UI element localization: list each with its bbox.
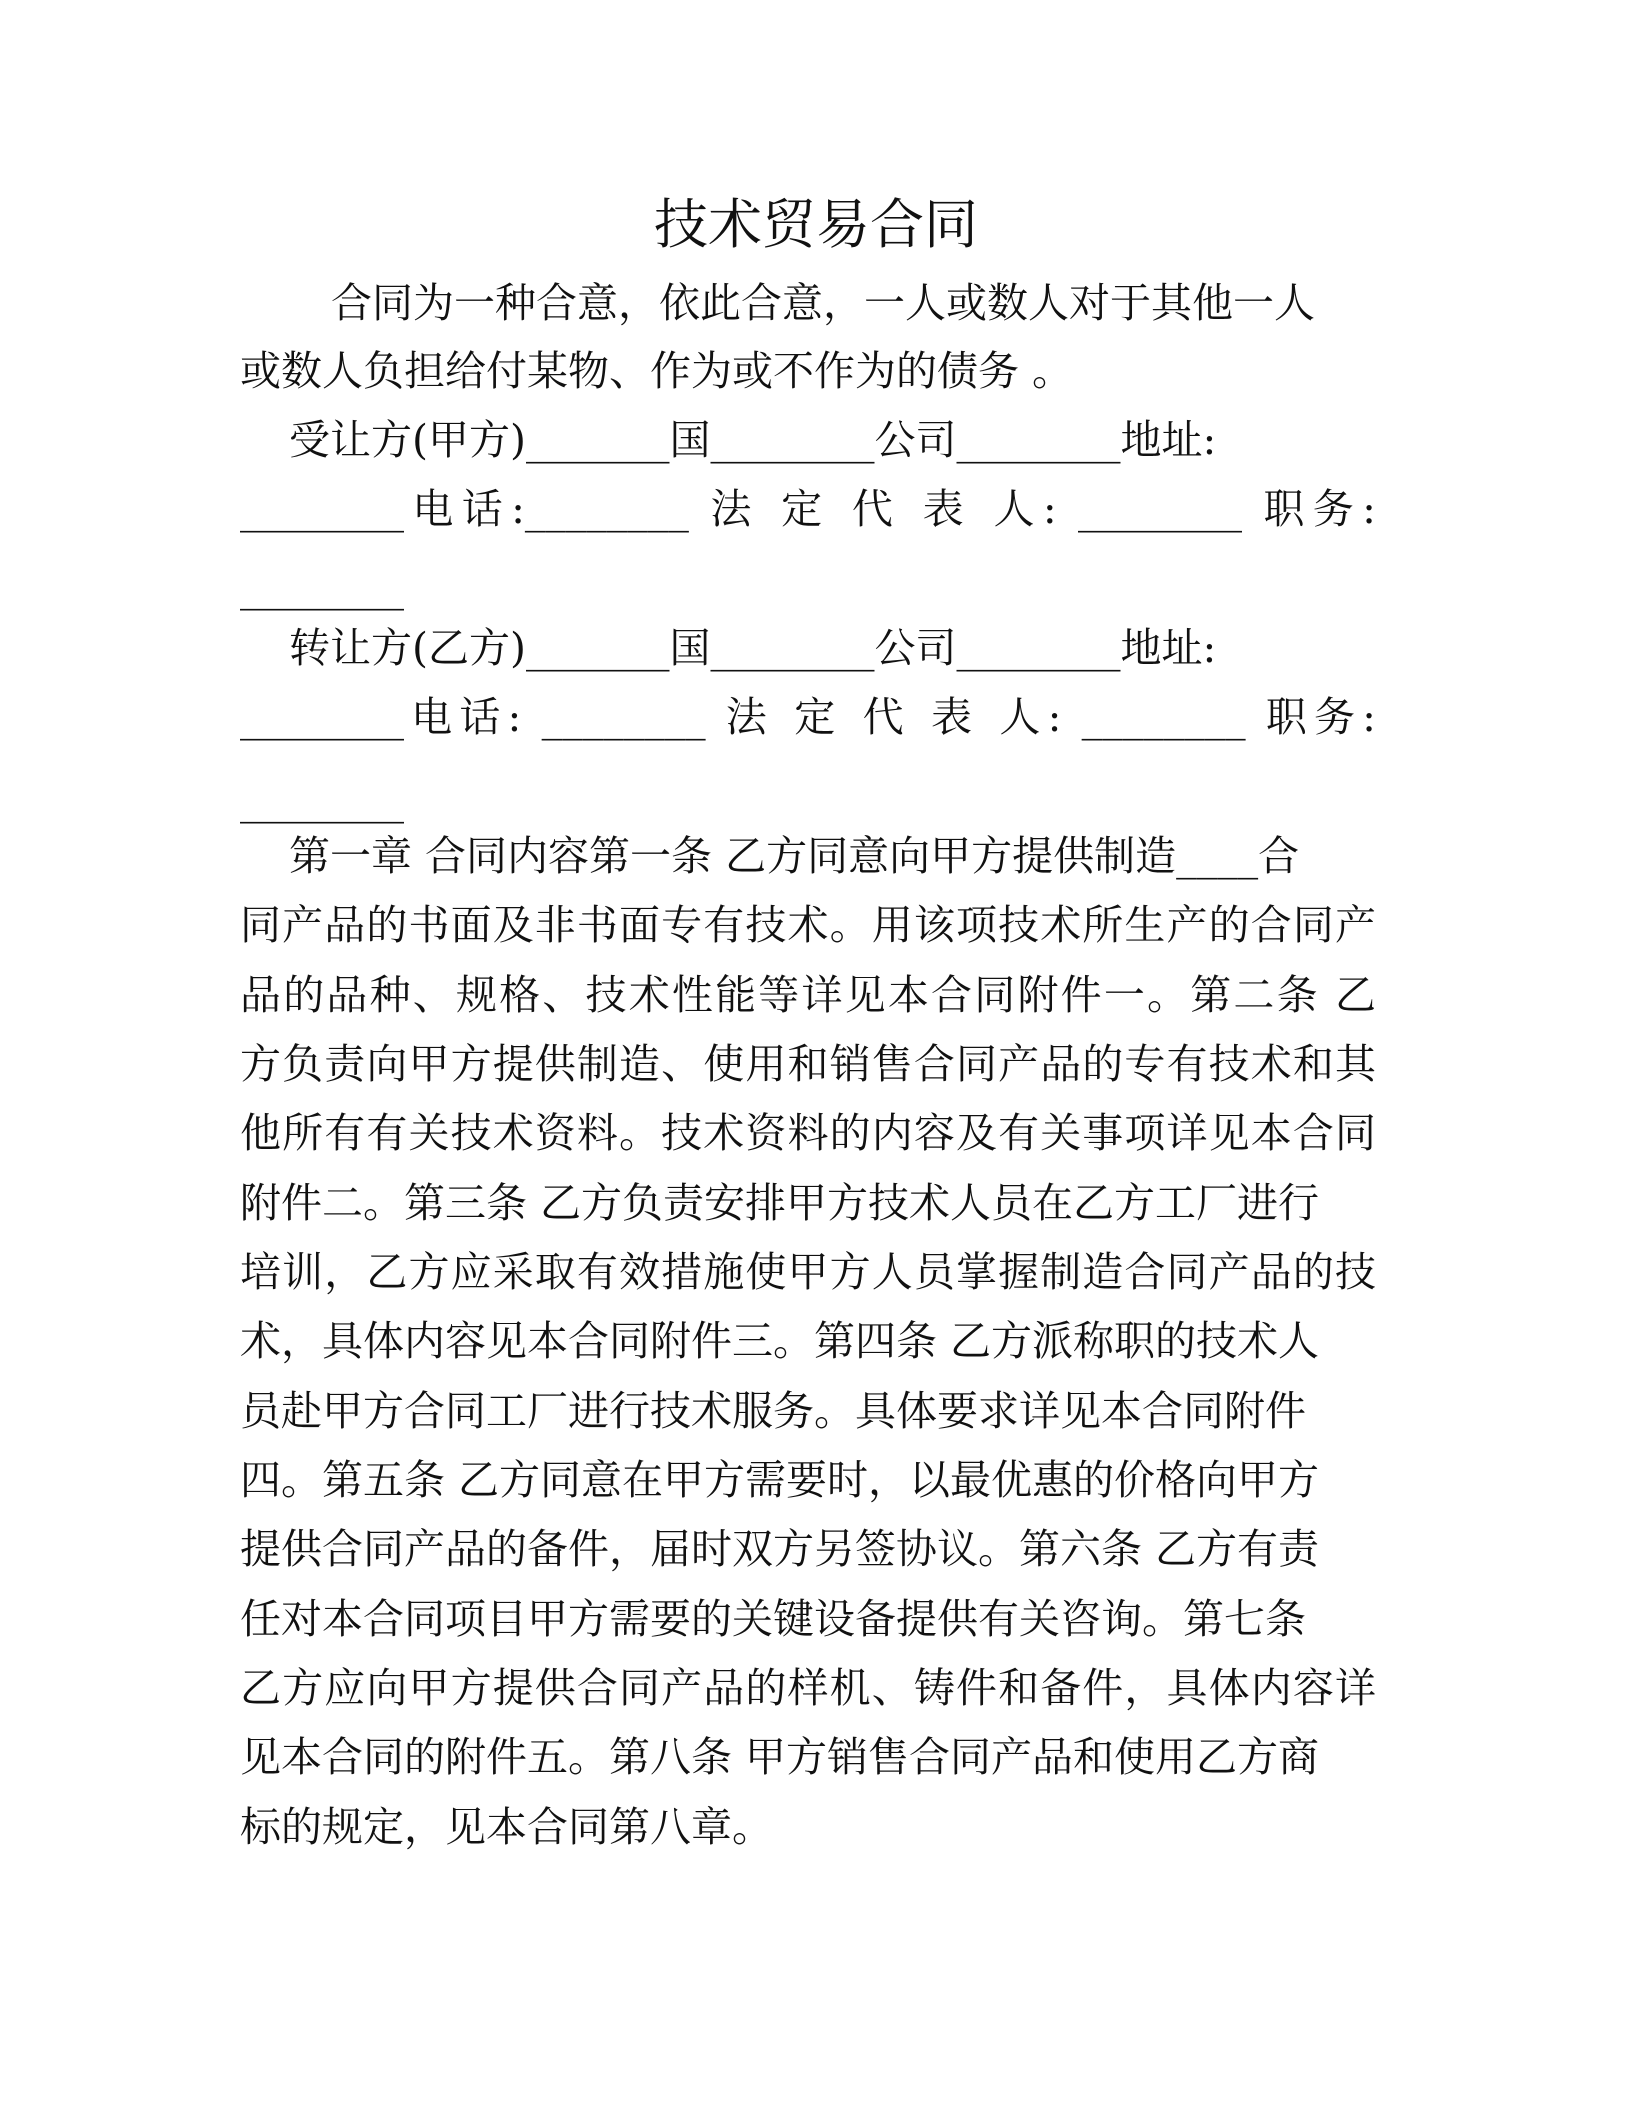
chapter-line: 乙方应向甲方提供合同产品的样机、铸件和备件，具体内容详 [240, 1664, 1376, 1712]
intro-line: 合同为一种合意，依此合意，一人或数人对于其他一人 [331, 279, 1315, 327]
chapter-line: 任对本合同项目甲方需要的关键设备提供有关咨询。第七条 [240, 1595, 1306, 1643]
chapter-line: 附件二。第三条 乙方负责安排甲方技术人员在乙方工厂进行 [240, 1179, 1320, 1227]
chapter-line: 第一章 合同内容第一条 乙方同意向甲方提供制造____合 [289, 832, 1300, 880]
chapter-line: 品的品种、规格、技术性能等详见本合同附件一。第二条 乙 [240, 971, 1376, 1019]
chapter-line: 术，具体内容见本合同附件三。第四条 乙方派称职的技术人 [240, 1317, 1320, 1365]
party-a-line: 受让方(甲方)_______国________公司________地址: [289, 416, 1217, 464]
party-b-line: ________电话: ________ 法 定 代 表 人: ________ 职务: [240, 693, 1376, 741]
party-a-line: ________电话:________ 法 定 代 表 人: ________ 职务: [240, 485, 1376, 533]
chapter-line: 提供合同产品的备件，届时双方另签协议。第六条 乙方有责 [240, 1525, 1320, 1573]
party-b-line: 转让方(乙方)_______国________公司________地址: [289, 624, 1217, 672]
chapter-line: 四。第五条 乙方同意在甲方需要时，以最优惠的价格向甲方 [240, 1456, 1320, 1504]
chapter-line: 培训，乙方应采取有效措施使甲方人员掌握制造合同产品的技 [240, 1248, 1376, 1296]
chapter-line: 员赴甲方合同工厂进行技术服务。具体要求详见本合同附件 [240, 1387, 1306, 1435]
chapter-line: 他所有有关技术资料。技术资料的内容及有关事项详见本合同 [240, 1109, 1376, 1157]
document-title: 技术贸易合同 [654, 193, 978, 256]
party-a-line: ________ [240, 563, 404, 611]
chapter-line: 同产品的书面及非书面专有技术。用该项技术所生产的合同产 [240, 901, 1376, 949]
chapter-line: 标的规定，见本合同第八章。 [240, 1803, 773, 1851]
chapter-line: 方负责向甲方提供制造、使用和销售合同产品的专有技术和其 [240, 1040, 1376, 1088]
party-b-line: ________ [240, 776, 404, 824]
chapter-line: 见本合同的附件五。第八条 甲方销售合同产品和使用乙方商 [240, 1733, 1320, 1781]
intro-line: 或数人负担给付某物、作为或不作为的债务 。 [240, 347, 1074, 395]
